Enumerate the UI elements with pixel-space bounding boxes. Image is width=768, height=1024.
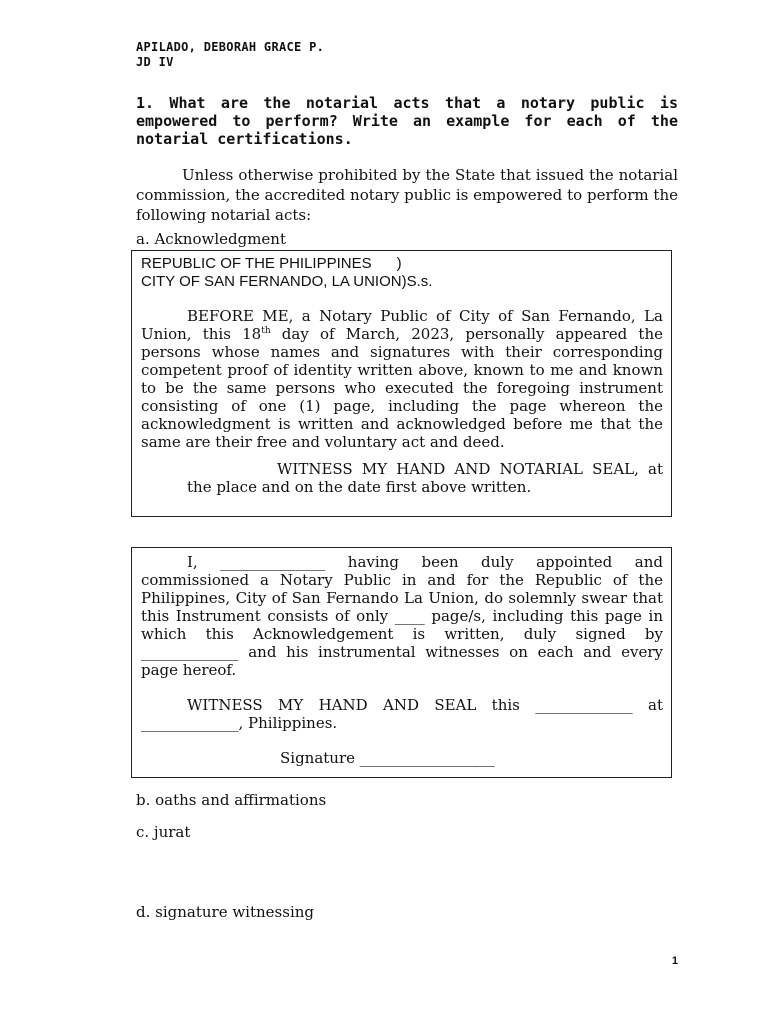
venue-line-2: CITY OF SAN FERNANDO, LA UNION)S.s. [141,273,433,290]
student-year: JD IV [136,55,174,69]
intro-paragraph: Unless otherwise prohibited by the State that issued the notarial commission, the accredited notary public is empowered to perform the following notarial acts: [136,166,678,224]
certification-box [131,547,672,778]
page-number: 1 [671,955,678,967]
certification-witness: WITNESS MY HAND AND SEAL this _____________ at _____________, Philippines. [141,696,663,732]
acknowledgment-witness: WITNESS MY HAND AND NOTARIAL SEAL, at the place and on the date first above written. [187,460,663,496]
ack-text-after: day of March, 2023, personally appeared the persons whose names and signatures with their corresponding competent proof of identity written above, known to me and known to be the same persons who executed the foregoing instrument consisting of one (1) page, including the page whereon the acknowledgment is written and acknowledged before me that the same are their free and voluntary act and deed. [141,325,663,451]
signature-line: Signature __________________ [280,749,495,767]
certification-paragraph: I, ______________ having been duly appointed and commissioned a Notary Public in and for the Republic of the Philippines, City of San Fernando La Union, do solemnly swear that this Instrument consists of only ____ page/s, including this page in which this Acknowledgement is written, duly signed by _____________ and his instrumental witnesses on each and every page hereof. [141,553,663,679]
item-d-label: d. signature witnessing [136,903,315,921]
question-heading: 1. What are the notarial acts that a notary public is empowered to perform? Write an example for each of the notarial certifications. [136,94,678,148]
venue-line-1: REPUBLIC OF THE PHILIPPINES ) [141,255,402,272]
item-a-label: a. Acknowledgment [136,230,286,248]
ack-ordinal-sup: th [261,326,271,336]
item-b-label: b. oaths and affirmations [136,791,327,809]
acknowledgment-paragraph [132,307,671,451]
acknowledgment-box [131,250,672,517]
student-name: APILADO, DEBORAH GRACE P. [136,40,325,54]
ack-text-before: BEFORE ME, a Notary Public of City of San Fernando, La Union, this 18 [141,307,663,343]
item-c-label: c. jurat [136,823,191,841]
